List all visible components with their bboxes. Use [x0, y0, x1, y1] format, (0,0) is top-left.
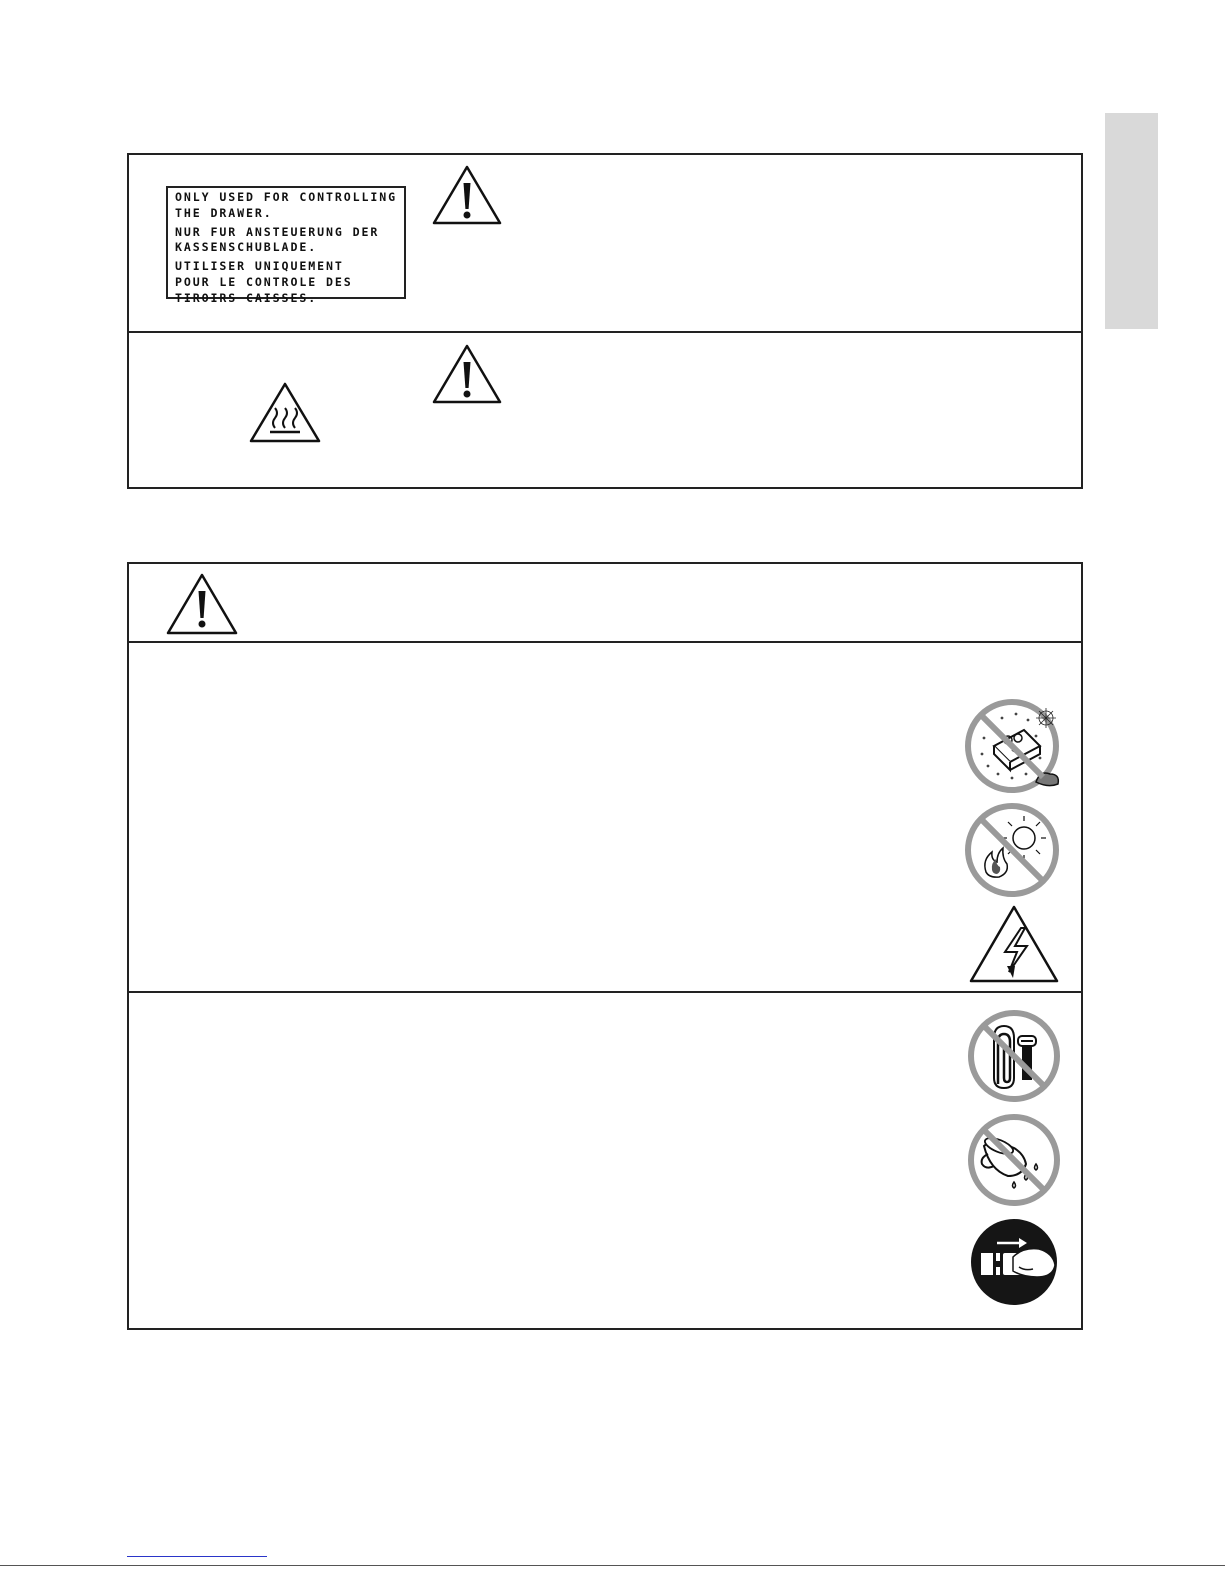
- drawer-label-sticker: [166, 186, 406, 305]
- label-line-4: KASSENSCHUBLADE.: [175, 240, 318, 255]
- precautions-divider: [129, 991, 1081, 993]
- caution-precautions-box: [127, 562, 1083, 1330]
- label-line-2: THE DRAWER.: [175, 205, 273, 220]
- electric-shock-icon: [967, 904, 1061, 984]
- footer-link-underline: [127, 1556, 267, 1557]
- label-line-7: TIROIRS CAISSES.: [175, 290, 318, 305]
- no-liquids-icon: [966, 1112, 1062, 1208]
- label-line-1: ONLY USED FOR CONTROLLING: [175, 190, 398, 204]
- hot-surface-icon: [248, 381, 322, 445]
- warning-labels-box: [127, 153, 1083, 489]
- label-line-5: UTILISER UNIQUEMENT: [175, 259, 344, 274]
- label-line-3: NUR FUR ANSTEUERUNG DER: [175, 224, 380, 239]
- no-heat-sunlight-icon: [964, 802, 1064, 898]
- no-foreign-objects-icon: [966, 1008, 1062, 1104]
- footer-rule: [0, 1565, 1225, 1566]
- caution-warning-icon: [431, 343, 503, 405]
- unplug-icon: [969, 1217, 1059, 1307]
- label-line-6: POUR LE CONTROLE DES: [175, 274, 353, 289]
- box1-divider: [129, 331, 1081, 333]
- caution-warning-icon: [431, 164, 503, 226]
- no-dust-humidity-icon: [964, 698, 1064, 794]
- caution-header-divider: [129, 641, 1081, 643]
- caution-header-icon: [165, 572, 239, 636]
- section-tab: [1105, 113, 1158, 329]
